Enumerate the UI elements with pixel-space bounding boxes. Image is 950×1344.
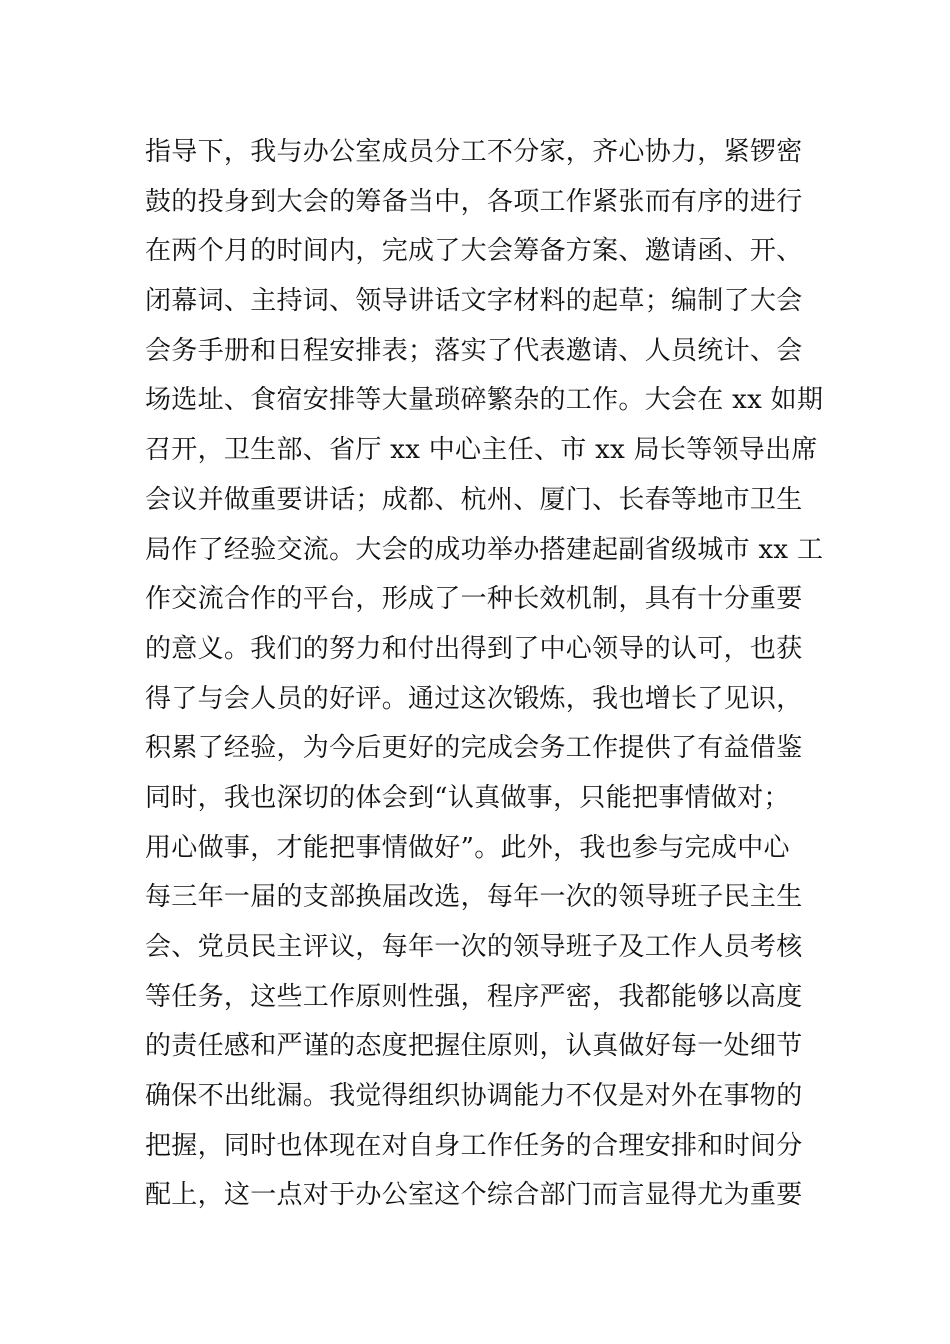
text-line: 局作了经验交流。大会的成功举办搭建起副省级城市 xx 工 [145,534,824,565]
text-line: 等任务，这些工作原则性强，程序严密，我都能够以高度 [145,981,803,1012]
text-line: 每三年一届的支部换届改选，每年一次的领导班子民主生 [145,882,803,913]
text-line: 在两个月的时间内，完成了大会筹备方案、邀请函、开、 [145,236,803,267]
text-line: 的意义。我们的努力和付出得到了中心领导的认可，也获 [145,633,803,664]
text-line: 指导下，我与办公室成员分工不分家，齐心协力，紧锣密 [145,137,803,167]
text-line: 把握，同时也体现在对自身工作任务的合理安排和时间分 [145,1130,803,1161]
text-line: 配上，这一点对于办公室这个综合部门而言显得尤为重要 [145,1180,803,1211]
text-line: 闭幕词、主持词、领导讲话文字材料的起草；编制了大会 [145,286,803,317]
text-line: 鼓的投身到大会的筹备当中，各项工作紧张而有序的进行 [145,186,803,217]
text-line: 同时，我也深切的体会到“认真做事，只能把事情做对； [145,782,790,813]
text-line: 场选址、食宿安排等大量琐碎繁杂的工作。大会在 xx 如期 [145,385,824,416]
text-line: 作交流合作的平台，形成了一种长效机制，具有十分重要 [145,584,803,615]
text-line: 的责任感和严谨的态度把握住原则，认真做好每一处细节 [145,1031,803,1062]
text-line: 得了与会人员的好评。通过这次锻炼，我也增长了见识， [145,683,803,714]
text-line: 会、党员民主评议，每年一次的领导班子及工作人员考核 [145,932,803,962]
text-line: 用心做事，才能把事情做好”。此外，我也参与完成中心 [145,832,790,863]
text-line: 召开，卫生部、省厅 xx 中心主任、市 xx 局长等领导出席 [145,435,818,466]
text-line: 会议并做重要讲话；成都、杭州、厦门、长春等地市卫生 [145,484,803,515]
text-line: 会务手册和日程安排表；落实了代表邀请、人员统计、会 [145,335,803,366]
text-line: 积累了经验，为今后更好的完成会务工作提供了有益借鉴 [145,733,803,764]
text-line: 确保不出纰漏。我觉得组织协调能力不仅是对外在事物的 [145,1081,803,1112]
body-text [145,128,824,1221]
